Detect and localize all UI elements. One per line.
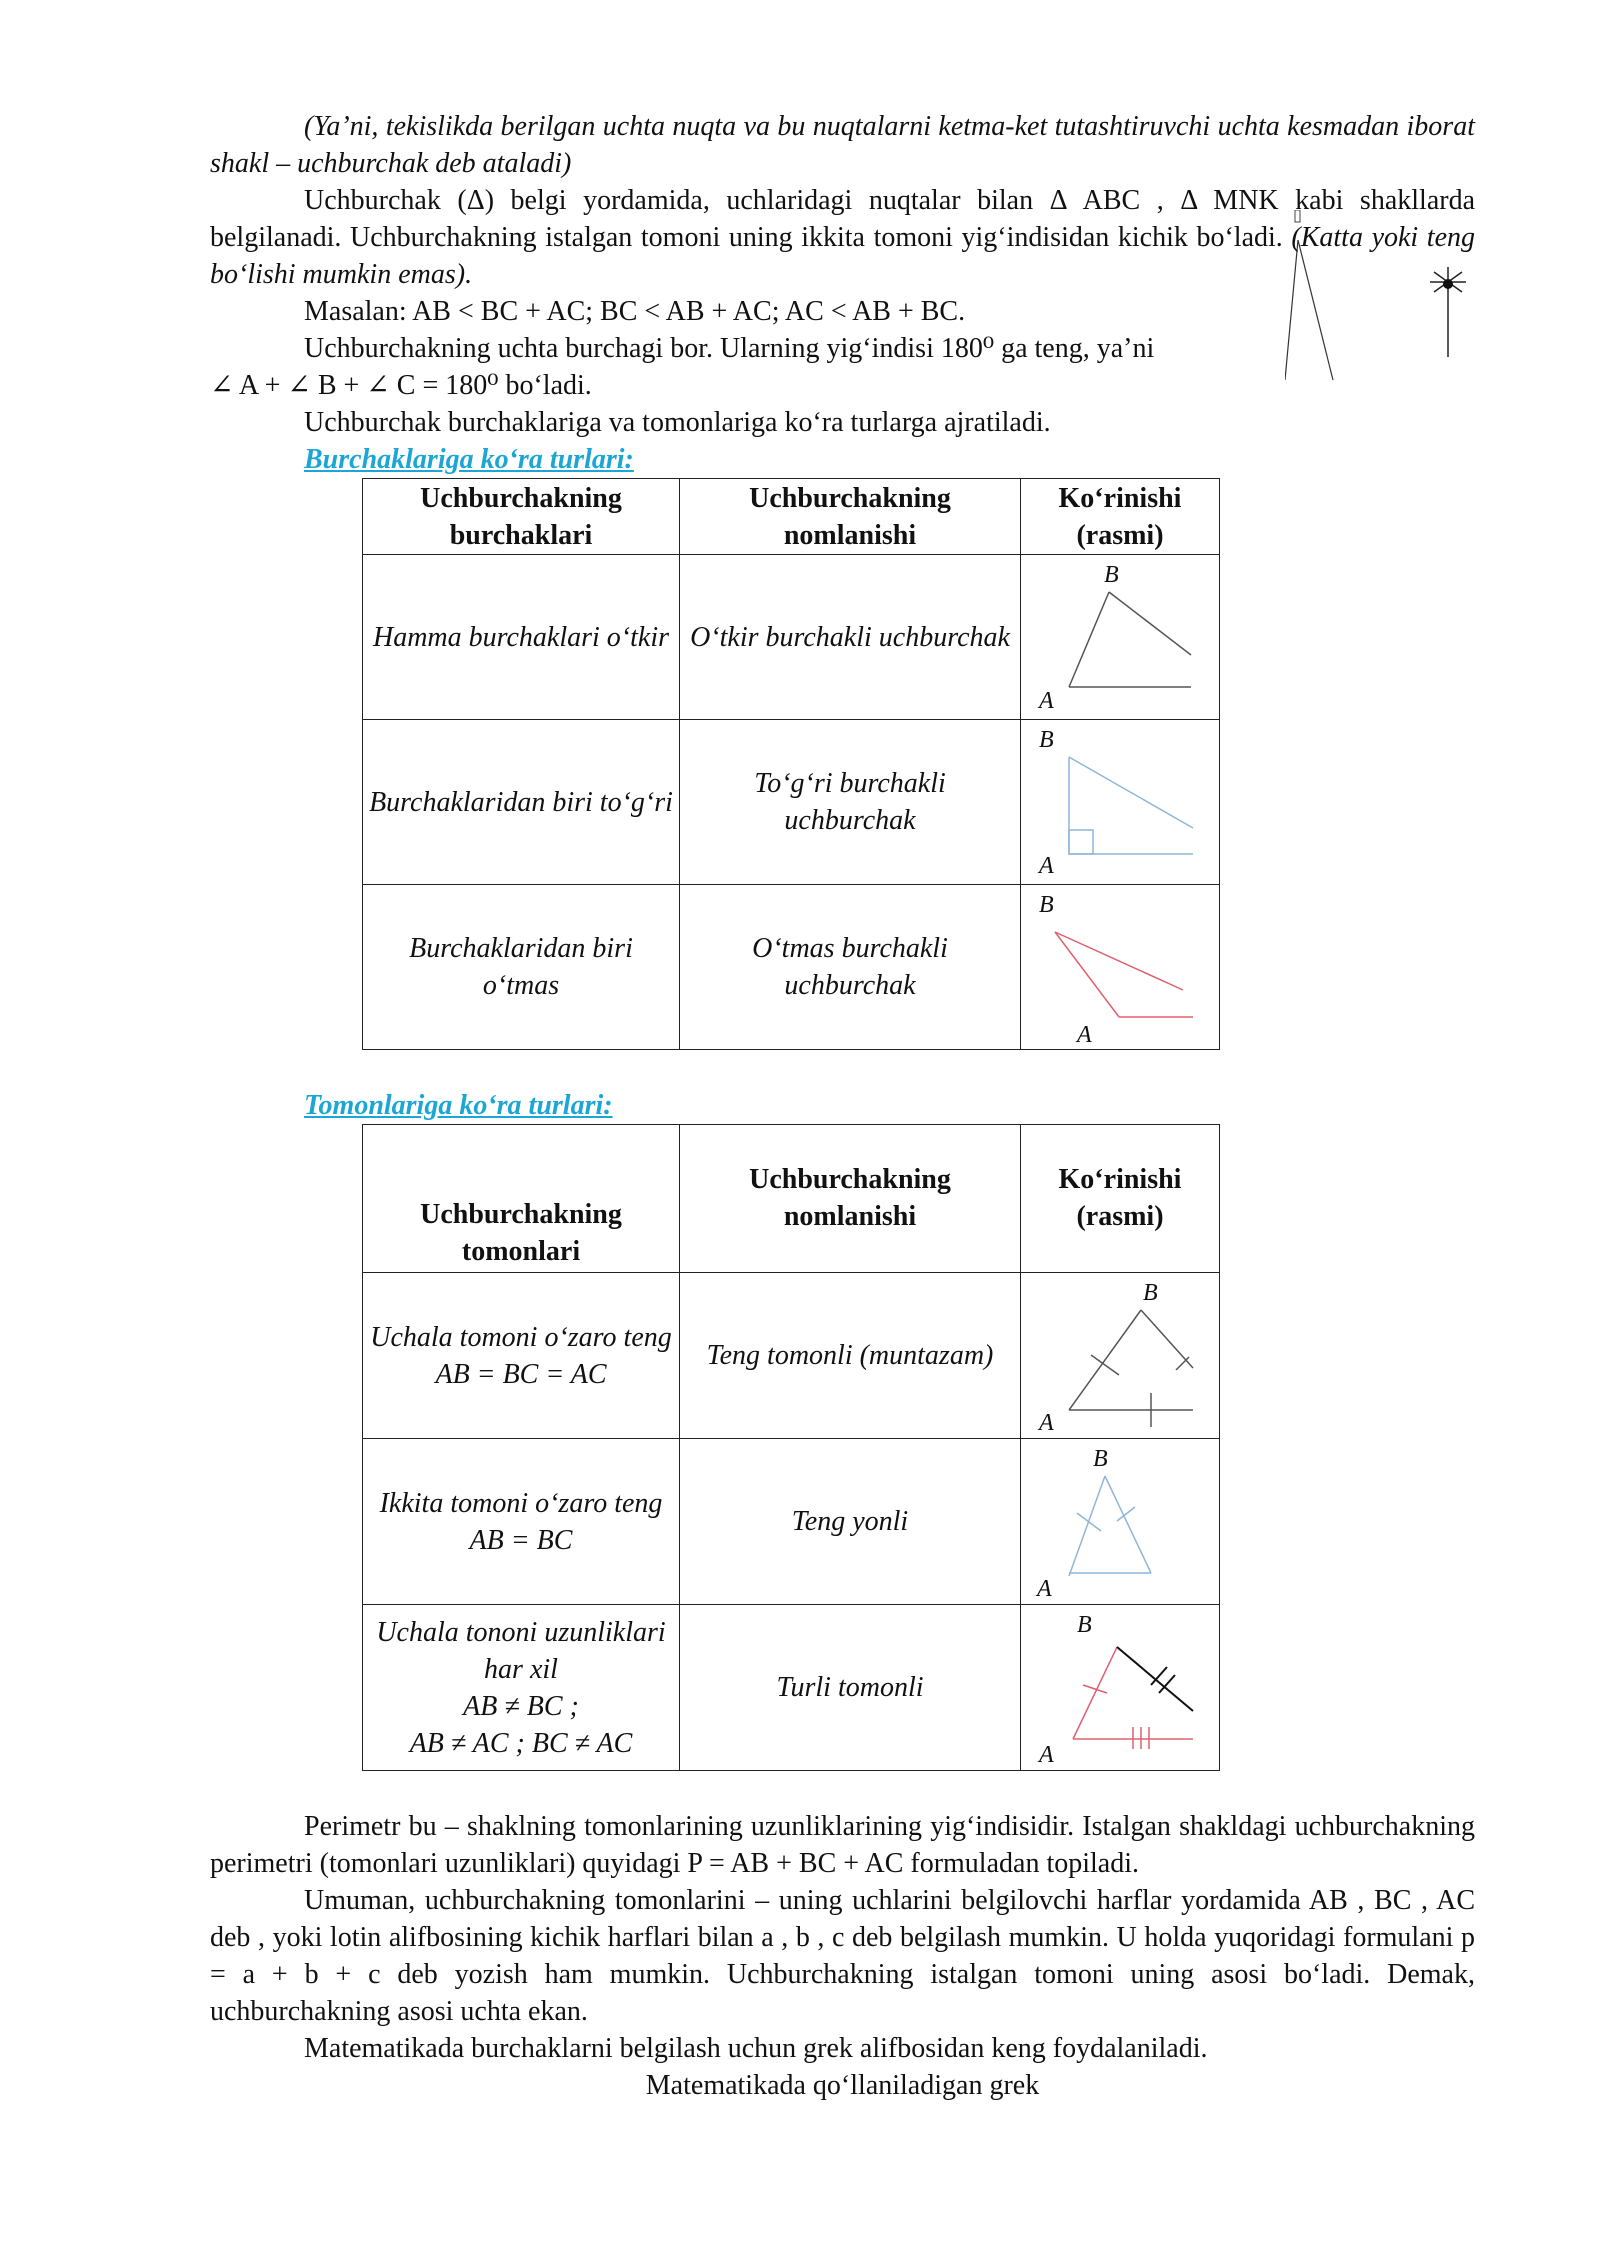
vertex-label-a: A xyxy=(1039,1742,1054,1768)
vertex-label-a: A xyxy=(1039,1410,1054,1436)
sides-notation-paragraph: Umuman, uchburchakning tomonlarini – uning uchlarini belgilovchi harflar yordamida AB , BC , AC deb , yoki lotin alifbosining kichik harflari bilan a , b , c deb belgilash mumkin. U holda yuqoridagi formulani p = a + b + c deb yozish ham mumkin. Uchburchakning istalgan tomoni uning asosi bo‘ladi. Demak, uchburchakning asosi uchta ekan. xyxy=(210,1885,1475,2027)
vertex-label-b: B xyxy=(1039,892,1054,918)
table-row xyxy=(363,555,1220,720)
sides-cell: Ikkita tomoni o‘zaro teng AB = BC xyxy=(363,1439,680,1605)
triangle-lines xyxy=(1069,757,1193,854)
angle-sum-paragraph: Uchburchakning uchta burchagi bor. Ularning yig‘indisi 180⁰ ga teng, ya’ni xyxy=(304,333,1155,364)
formula: AB = BC = AC xyxy=(435,1358,607,1390)
header-cell: Uchburchakning nomlanishi xyxy=(680,1125,1021,1273)
triangle-lines xyxy=(1069,1310,1193,1427)
vertex-label-b: B xyxy=(1039,727,1054,753)
table-row xyxy=(363,1273,1220,1439)
angles-heading: Burchaklariga ko‘ra turlari: xyxy=(304,444,634,475)
vertex-label-b: B xyxy=(1104,562,1119,588)
figure-cell xyxy=(1021,1273,1220,1439)
vertex-label-b: B xyxy=(1077,1612,1092,1638)
header-cell: Ko‘rinishi (rasmi) xyxy=(1021,1125,1220,1273)
figure-cell xyxy=(1021,1605,1220,1771)
greek-caption: Matematikada qo‘llaniladigan grek xyxy=(645,2070,1040,2101)
figure-cell xyxy=(1021,885,1220,1050)
vertex-label-b: B xyxy=(1093,1446,1108,1472)
sides-cell: Uchala tomoni o‘zaro teng AB = BC = AC xyxy=(363,1273,680,1439)
name-cell: Turli tomonli xyxy=(680,1605,1021,1771)
spacer xyxy=(210,1050,1475,1087)
classification-paragraph: Uchburchak burchaklariga va tomonlariga ko‘ra turlarga ajratiladi. xyxy=(304,407,1051,438)
angles-cell: Burchaklaridan biri o‘tmas xyxy=(363,885,680,1050)
vertex-label-b: B xyxy=(1143,1280,1158,1306)
figure-cell xyxy=(1021,555,1220,720)
angles-table xyxy=(362,478,1220,1050)
figure-cell xyxy=(1021,1439,1220,1605)
table-row xyxy=(363,885,1220,1050)
table-row xyxy=(363,1439,1220,1605)
name-cell: O‘tkir burchakli uchburchak xyxy=(680,555,1021,720)
name-cell: To‘g‘ri burchakli uchburchak xyxy=(680,720,1021,885)
triangle-lines xyxy=(1069,1476,1151,1576)
triangle-lines xyxy=(1073,1647,1193,1749)
table-row xyxy=(363,1605,1220,1771)
name-cell: O‘tmas burchakli uchburchak xyxy=(680,885,1021,1050)
angle-sum-formula: ∠ A + ∠ B + ∠ C = 180⁰ bo‘ladi. xyxy=(210,370,592,401)
figure-cell xyxy=(1021,720,1220,885)
formula: AB = BC xyxy=(469,1524,573,1556)
name-cell: Teng tomonli (muntazam) xyxy=(680,1273,1021,1439)
vertex-label-a: A xyxy=(1039,688,1054,714)
example-paragraph: Masalan: AB < BC + AC; BC < AB + AC; AC < AB + BC. xyxy=(304,296,966,327)
angles-cell: Burchaklaridan biri to‘g‘ri xyxy=(363,720,680,885)
header-cell: Uchburchakning nomlanishi xyxy=(680,479,1021,555)
notation-paragraph: Uchburchak (Δ) belgi yordamida, uchlaridagi nuqtalar bilan Δ ABC , Δ MNK kabi shakllarda belgilanadi. Uchburchakning istalgan tomoni uning ikkita tomoni yig‘indisidan kichik bo‘ladi. (Katta yoki teng bo‘lishi mumkin emas). xyxy=(210,185,1476,290)
greek-paragraph: Matematikada burchaklarni belgilash uchun grek alifbosidan keng foydalaniladi. xyxy=(304,2033,1208,2064)
definition-paragraph: (Ya’ni, tekislikda berilgan uchta nuqta va bu nuqtalarni ketma-ket tutashtiruvchi uchta kesmadan iborat shakl – uchburchak deb ataladi) xyxy=(210,111,1475,179)
vertex-label-a: A xyxy=(1077,1022,1092,1048)
triangle-side-bc xyxy=(1117,1647,1193,1711)
spacer xyxy=(210,1771,1475,1808)
sides-cell: Uchala tononi uzunliklari har xil AB ≠ BC ; AB ≠ AC ; BC ≠ AC xyxy=(363,1605,680,1771)
document-page xyxy=(210,108,1475,2104)
header-cell: Uchburchakning tomonlari xyxy=(363,1125,680,1273)
sides-table xyxy=(362,1124,1220,1771)
angles-cell: Hamma burchaklari o‘tkir xyxy=(363,555,680,720)
name-cell: Teng yonli xyxy=(680,1439,1021,1605)
formula: AB ≠ BC ; xyxy=(463,1690,579,1722)
vertex-label-a: A xyxy=(1039,853,1054,879)
table-row xyxy=(363,720,1220,885)
table-header-row xyxy=(363,1125,1220,1273)
formula: AB ≠ AC ; BC ≠ AC xyxy=(409,1727,633,1759)
triangle-lines xyxy=(1055,932,1193,1017)
header-cell: Ko‘rinishi (rasmi) xyxy=(1021,479,1220,555)
vertex-label-a: A xyxy=(1037,1576,1052,1602)
perimeter-paragraph: Perimetr bu – shaklning tomonlarining uzunliklarining yig‘indisidir. Istalgan shakldagi uchburchakning perimetri (tomonlari uzunliklari) quyidagi P = AB + BC + AC formuladan topiladi. xyxy=(210,1811,1475,1879)
sides-heading: Tomonlariga ko‘ra turlari: xyxy=(304,1090,613,1121)
triangle-lines xyxy=(1069,592,1191,687)
table-header-row xyxy=(363,479,1220,555)
header-cell: Uchburchakning burchaklari xyxy=(363,479,680,555)
